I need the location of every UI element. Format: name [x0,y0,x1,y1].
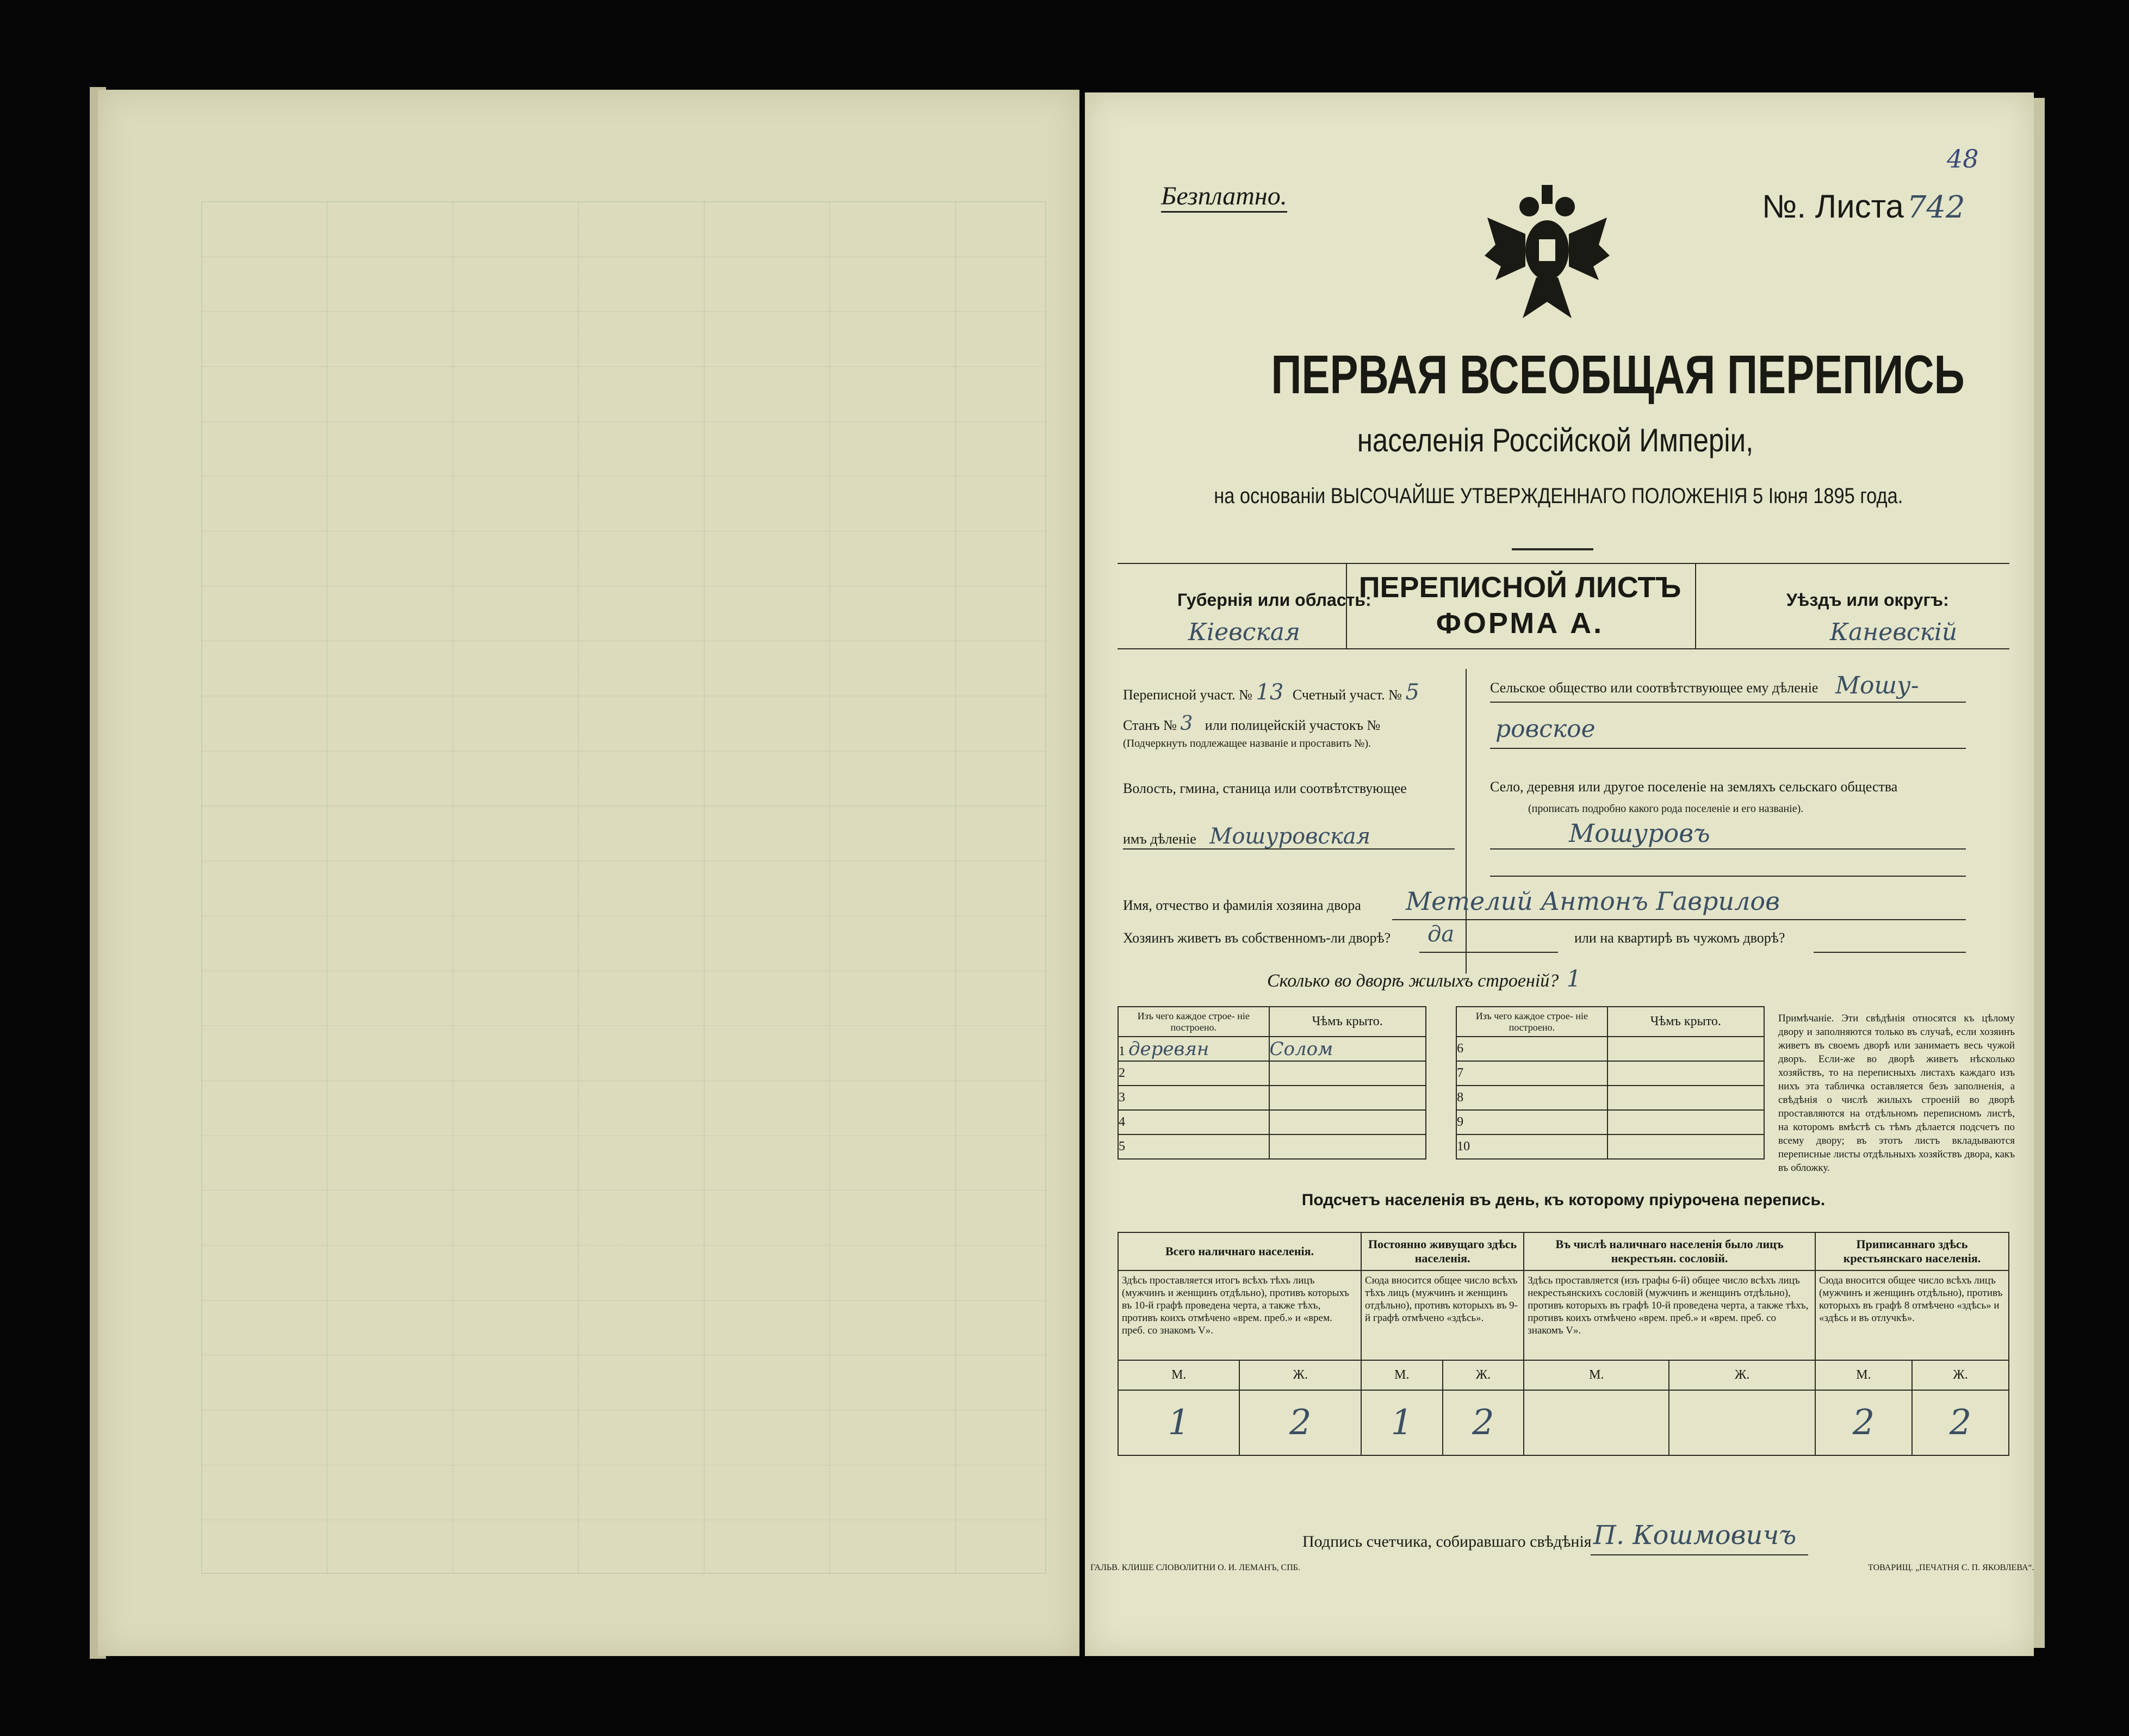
form-type-subtitle: ФОРМА А. [1436,607,1604,640]
form-subtitle: населенія Россійской Имперіи, [1357,422,1754,458]
population-col4-desc: Сюда вносится общее число всѣхъ лицъ (мужчинъ и женщинъ отдѣльно), противъ которыхъ въ графѣ 8 отмѣчено «здѣсь» и «здѣсь и въ отлучкѣ». [1815,1270,2009,1360]
own-yard-underline [1419,952,1558,953]
male-header: М. [1118,1360,1239,1390]
census-form-page [1085,92,2034,1656]
signature-value: П. Кошмовичъ [1593,1520,1797,1551]
female-header: Ж. [1239,1360,1361,1390]
male-header: М. [1361,1360,1443,1390]
owner-underline [1392,919,1966,920]
rural-society-value: Мошу- [1835,672,1919,699]
stan-field: Станъ № 3 или полицейскій участокъ № [1123,712,1381,735]
gubernia-value: Кіевская [1188,618,1301,646]
buildings-label: Сколько во дворѣ жилыхъ строеній? 1 [1267,965,1581,992]
volost-label: Волость, гмина, станица или соотвѣтствующее [1123,780,1407,796]
census-district-value: 13 [1256,680,1284,705]
owner-value: Метелий Антонъ Гаврилов [1406,886,1780,916]
stan-value: 3 [1180,712,1193,735]
sheet-number-label: №. Листа 742 [1762,188,1965,225]
rented-label: или на квартирѣ въ чужомъ дворѣ? [1574,930,1785,946]
own-yard-label: Хозяинъ живетъ въ собственномъ-ли дворѣ? [1123,930,1391,946]
building-row: 1 деревян [1118,1037,1269,1061]
female-header: Ж. [1669,1360,1815,1390]
page-number: 48 [1947,144,1979,173]
building-row: 5 [1118,1134,1269,1159]
population-value: 2 [1815,1390,1912,1455]
village-value: Мошуровъ [1569,819,1710,848]
population-value: 2 [1239,1390,1361,1455]
male-header: М. [1815,1360,1912,1390]
underline-note: (Подчеркнуть подлежащее названіе и проставить №). [1123,737,1371,749]
own-yard-value: да [1427,922,1455,947]
population-col1-head: Всего наличнаго населенія. [1118,1232,1361,1270]
building-row: 9 [1456,1110,1607,1134]
note-text: Примѣчаніе. Эти свѣдѣнія относятся къ цѣлому двору и заполняются только въ случаѣ, если хозяинъ живетъ въ своемъ дворѣ или занимаетъ весь чужой дворъ. Если-же во дворѣ живетъ нѣсколько хозяйствъ, то на переписныхъ листахъ каждаго изъ нихъ эта табличка оставляется безъ заполненія, а свѣдѣнія о числѣ жилыхъ строеній во дворѣ проставляются на отдѣльномъ переписномъ листѣ, на которомъ вмѣстѣ съ тѣмъ дѣлается подсчетъ по всему двору; въ этотъ листъ вкладываются переписные листы отдѣльныхъ хозяйствъ двора, какъ въ обложку. [1778,1013,2015,1174]
material-header-2: Изъ чего каждое строе- ніе построено. [1456,1007,1607,1037]
volost-value: Мошуровская [1209,824,1371,849]
building-row: 3 [1118,1086,1269,1110]
printer-left: ГАЛЬВ. КЛИШЕ СЛОВОЛИТНИ О. И. ЛЕМАНЪ, СПБ. [1090,1563,1300,1572]
census-district-field: Переписной участ. № 13 Счетный участ. № 5 [1123,680,1419,705]
population-col2-head: Постоянно живущаго здѣсь населенія. [1361,1232,1524,1270]
building-roof-value: Солом [1269,1037,1426,1061]
population-value: 1 [1118,1390,1239,1455]
signature-underline [1591,1554,1808,1555]
rural-underline-1 [1490,702,1966,703]
form-basis: на основаніи ВЫСОЧАЙШЕ УТВЕРЖДЕННАГО ПОЛОЖЕНІЯ 5 Іюня 1895 года. [1214,484,1903,508]
population-value: 2 [1443,1390,1524,1455]
owner-label: Имя, отчество и фамилія хозяина двора [1123,897,1361,913]
signature-label: Подпись счетчика, собиравшаго свѣдѣнія [1302,1533,1592,1551]
rural-society-value-2: ровское [1495,715,1596,743]
roof-header-2: Чѣмъ крыто. [1607,1007,1764,1037]
population-col4-head: Приписаннаго здѣсь крестьянскаго населенія. [1815,1232,2009,1270]
female-header: Ж. [1912,1360,2009,1390]
population-value [1524,1390,1669,1455]
vertical-divider [1466,669,1467,974]
buildings-table [1118,1006,1765,1160]
population-value: 2 [1912,1390,2009,1455]
form-type-title: ПЕРЕПИСНОЙ ЛИСТЪ [1358,571,1681,604]
left-page [98,90,1079,1656]
male-header: М. [1524,1360,1669,1390]
volost-underline [1123,848,1455,850]
building-row: 8 [1456,1086,1607,1110]
free-label: Безплатно. [1161,181,1287,213]
rented-underline [1814,952,1966,953]
rural-society-label: Сельское общество или соотвѣтствующее ему дѣленіе [1490,680,1818,696]
building-material-value: деревян [1128,1038,1209,1060]
village-underline-2 [1490,876,1966,877]
uezd-value: Каневскій [1830,618,1958,646]
form-title: ПЕРВАЯ ВСЕОБЩАЯ ПЕРЕПИСЬ [1271,344,1965,405]
rural-underline-2 [1490,748,1966,749]
village-underline [1490,848,1966,850]
uezd-label: Уѣздъ или округъ: [1786,590,1949,610]
gubernia-label: Губернія или область: [1177,590,1371,610]
building-row: 6 [1456,1037,1607,1061]
imperial-eagle-icon [1485,185,1610,326]
buildings-value: 1 [1566,965,1581,992]
village-label: Село, деревня или другое поселеніе на земляхъ сельскаго общества [1490,779,1898,795]
building-row: 7 [1456,1061,1607,1086]
divider-ornament [1512,548,1593,550]
population-value [1669,1390,1815,1455]
population-col1-desc: Здѣсь проставляется итогъ всѣхъ тѣхъ лицъ (мужчинъ и женщинъ отдѣльно), противъ которыхъ въ 10-й графѣ проведена черта, а также тѣхъ, противъ коихъ отмѣчено «врем. преб.» и «врем. преб. со знакомъ V». [1118,1270,1361,1360]
village-note: (прописать подробно какого рода поселеніе и его названіе). [1528,803,1804,815]
form-header-box [1118,563,2009,649]
building-row: 2 [1118,1061,1269,1086]
population-title: Подсчетъ населенія въ день, къ которому пріурочена перепись. [1301,1191,1826,1209]
population-value: 1 [1361,1390,1443,1455]
material-header: Изъ чего каждое строе- ніе построено. [1118,1007,1269,1037]
population-table [1118,1232,2009,1456]
building-row: 4 [1118,1110,1269,1134]
population-col3-head: Въ числѣ наличнаго населенія было лицъ некрестьян. сословій. [1524,1232,1815,1270]
female-header: Ж. [1443,1360,1524,1390]
volost-label-2: имъ дѣленіе Мошуровская [1123,824,1371,849]
building-row: 10 [1456,1134,1607,1159]
sheet-number-value: 742 [1907,190,1965,225]
population-col2-desc: Сюда вносится общее число всѣхъ тѣхъ лицъ (мужчинъ и женщинъ отдѣльно), противъ которыхъ въ 9-й графѣ отмѣчено «здѣсь». [1361,1270,1524,1360]
population-col3-desc: Здѣсь проставляется (изъ графы 6-й) общее число всѣхъ лицъ некрестьянскихъ сословій (мужчинъ и женщинъ отдѣльно), противъ которыхъ въ графѣ 10-й проведена черта, а также тѣхъ, противъ коихъ отмѣчено «врем. преб.» и «врем. преб. со знакомъ V». [1524,1270,1815,1360]
printer-right: ТОВАРИЩ. „ПЕЧАТНЯ С. П. ЯКОВЛЕВА“. [1868,1563,2034,1572]
roof-header: Чѣмъ крыто. [1269,1007,1426,1037]
bleed-through-table [201,201,1046,1574]
count-district-value: 5 [1405,680,1419,705]
